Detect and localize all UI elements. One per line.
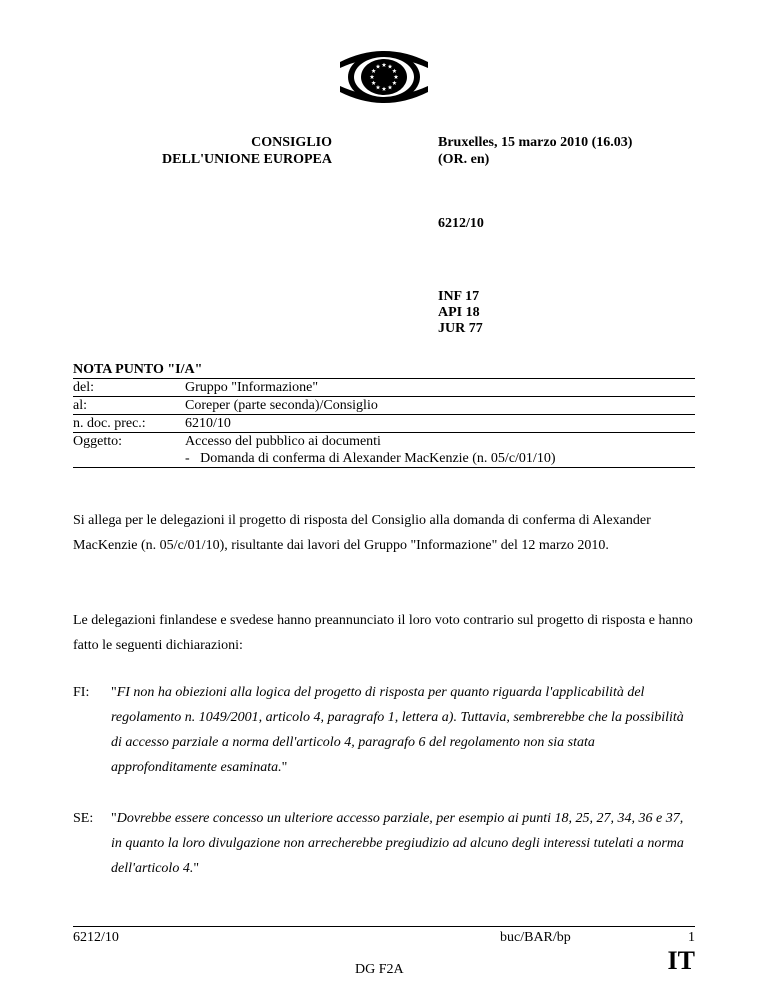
code-item: JUR 77 [438,321,483,336]
row-key: del: [73,379,185,397]
code-item: API 18 [438,305,480,320]
table-row [73,415,695,433]
document-number: 6212/10 [438,216,484,231]
row-value: Coreper (parte seconda)/Consiglio [185,397,695,415]
eu-council-logo-icon [336,46,432,108]
date-line: Bruxelles, 15 marzo 2010 (16.03) [438,135,633,150]
footer-doc-number: 6212/10 [73,930,119,945]
note-table [73,378,695,468]
note-title: NOTA PUNTO "I/A" [73,362,203,377]
statement-text: FI non ha obiezioni alla logica del progetto di risposta per quanto riguarda l'applicabilità del regolamento n. 1049/2001, articolo 4, paragrafo 1, lettera a). Tuttavia, sembrerebbe che la possibilità di accesso parziale a norma dell'articolo 4, paragrafo 6 del regolamento non sia stata approfonditamente esaminata. [111,685,684,775]
original-language: (OR. en) [438,152,490,167]
footer-reference: buc/BAR/bp [500,930,571,945]
row-value: 6210/10 [185,415,695,433]
statement-code: SE: [73,811,94,826]
date-block [438,134,632,168]
council-line-2: DELL'UNIONE EUROPEA [162,152,332,167]
table-row [73,397,695,415]
table-row [73,433,695,468]
language-code: IT [667,946,695,975]
body-paragraph-1: Si allega per le delegazioni il progetto di risposta del Consiglio alla domanda di conferma di Alexander MacKenzie (n. 05/c/01/10), risultante dai lavori del Gruppo "Informazione" del 12 marzo 2010. [73,513,651,553]
statement-fi: FI: "FI non ha obiezioni alla logica del progetto di risposta per quanto riguarda l'applicabilità del regolamento n. 1049/2001, articolo 4, paragrafo 1, lettera a). Tuttavia, sembrerebbe che la possibilità di accesso parziale a norma dell'articolo 4, paragrafo 6 del regolamento non sia stata approfonditamente esaminata." [73,680,695,780]
table-row [73,379,695,397]
council-name [130,134,332,168]
row-value: Gruppo "Informazione" [185,379,695,397]
row-key: al: [73,397,185,415]
statement-code: FI: [73,685,90,700]
footer-divider [73,926,695,927]
subject-detail: - Domanda di conferma di Alexander MacKenzie (n. 05/c/01/10) [185,451,556,466]
body-paragraph-2: Le delegazioni finlandese e svedese hanno preannunciato il loro voto contrario sul progetto di risposta e hanno fatto le seguenti dichiarazioni: [73,613,693,653]
page-number: 1 [688,930,695,945]
footer-dg: DG F2A [355,962,404,977]
row-key: n. doc. prec.: [73,415,185,433]
subject-line: Accesso del pubblico ai documenti [185,434,381,449]
row-key: Oggetto: [73,433,185,468]
row-value [185,433,695,468]
classification-codes [438,289,483,337]
code-item: INF 17 [438,289,480,304]
council-line-1: CONSIGLIO [251,135,332,150]
statement-text: Dovrebbe essere concesso un ulteriore accesso parziale, per esempio ai punti 18, 25, 27, 34, 36 e 37, in quanto la loro divulgazione non arrecherebbe pregiudizio ad alcuno degli interessi tutelati a norma dell'articolo 4. [111,811,684,876]
statement-se: SE: "Dovrebbe essere concesso un ulteriore accesso parziale, per esempio ai punti 18, 25, 27, 34, 36 e 37, in quanto la loro divulgazione non arrecherebbe pregiudizio ad alcuno degli interessi tutelati a norma dell'articolo 4." [73,806,695,881]
